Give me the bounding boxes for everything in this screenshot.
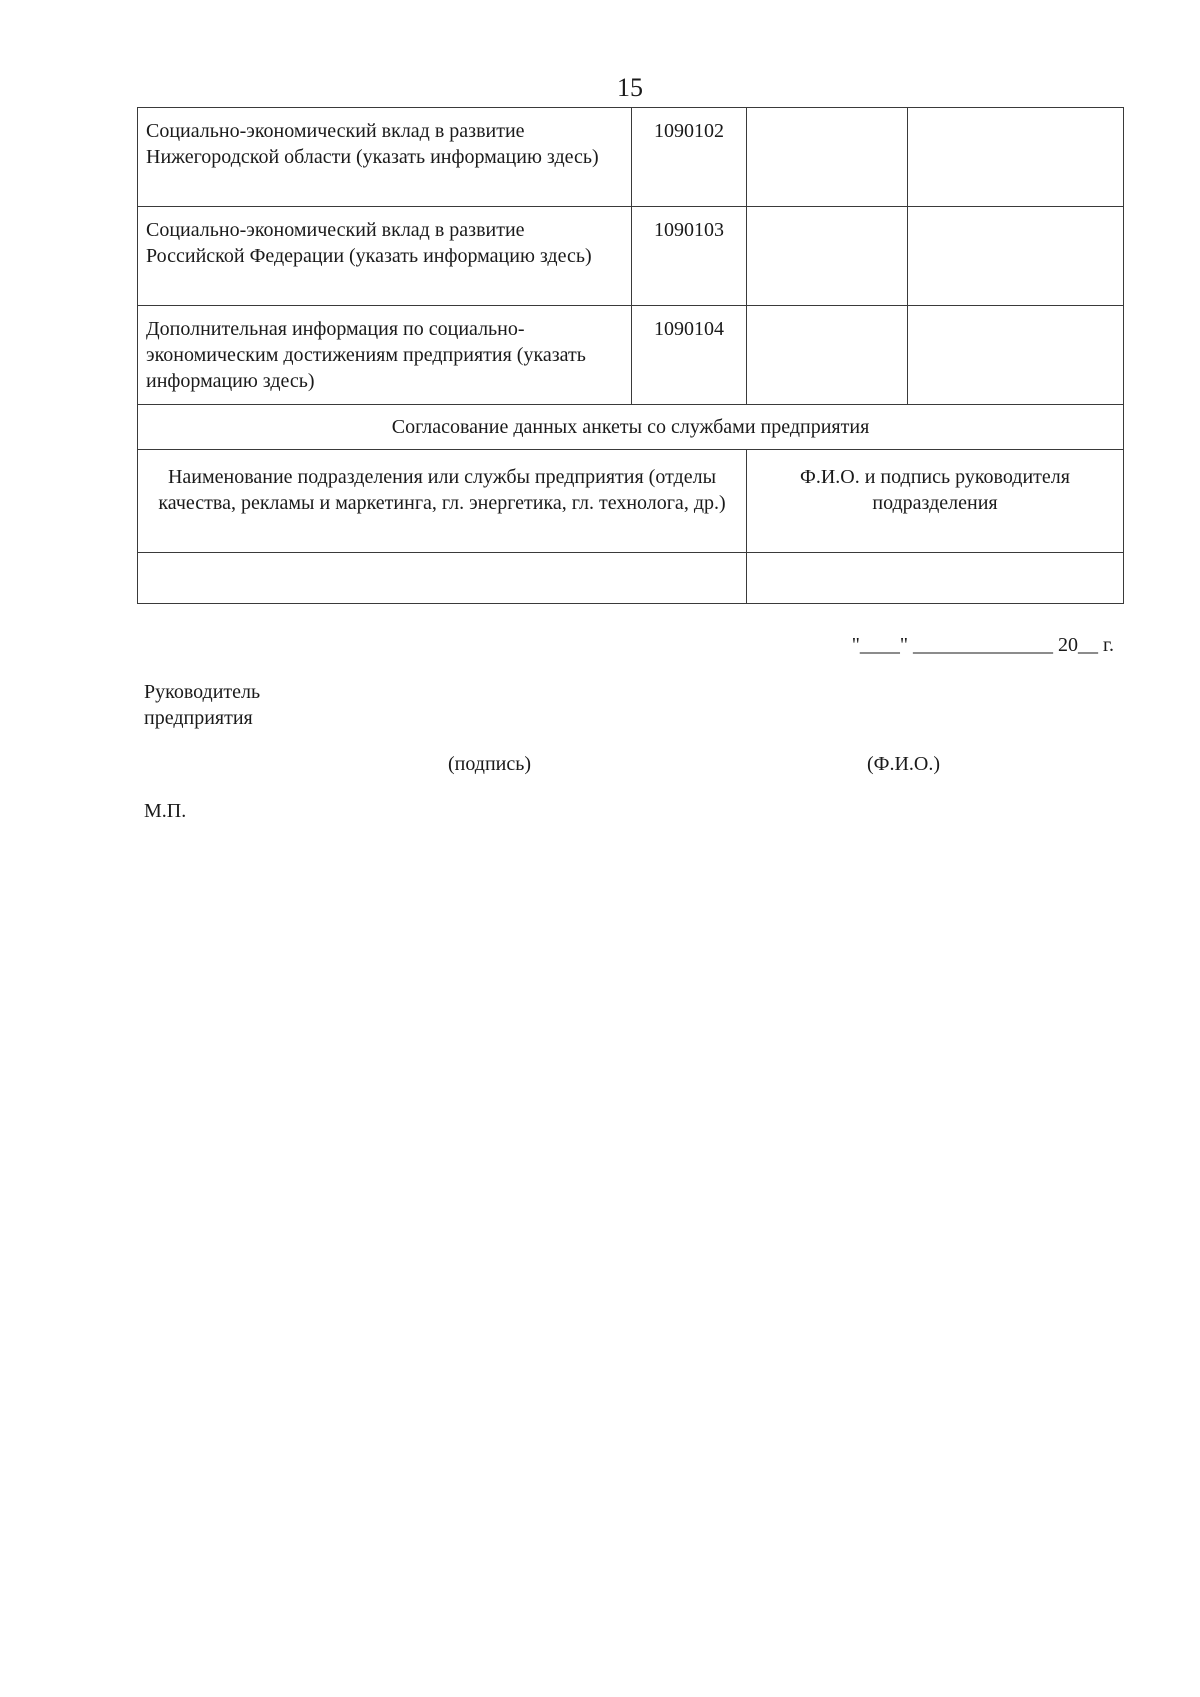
head-of-enterprise-label	[144, 679, 260, 731]
head-label-line2: предприятия	[144, 707, 253, 729]
stamp-label: М.П.	[144, 800, 187, 822]
approval-header-signature: Ф.И.О. и подпись руководителя подразделения	[747, 450, 1124, 553]
row-code: 1090102	[632, 108, 747, 207]
row-value-cell[interactable]	[908, 207, 1124, 306]
table-row	[138, 108, 1124, 207]
row-value-cell[interactable]	[908, 108, 1124, 207]
approval-signature-cell[interactable]	[747, 553, 1124, 604]
row-code: 1090104	[632, 306, 747, 405]
row-description: Социально-экономический вклад в развитие Нижегородской области (указать информацию здесь)	[138, 108, 632, 207]
row-value-cell[interactable]	[908, 306, 1124, 405]
fio-caption: (Ф.И.О.)	[867, 753, 941, 775]
approval-entry-row	[138, 553, 1124, 604]
page-number: 15	[617, 73, 643, 102]
approval-section-row	[138, 405, 1124, 450]
approval-header-department: Наименование подразделения или службы предприятия (отделы качества, рекламы и маркетинга, гл. энергетика, гл. технолога, др.)	[138, 450, 747, 553]
approval-section-title: Согласование данных анкеты со службами предприятия	[138, 405, 1124, 450]
table-row	[138, 207, 1124, 306]
enterprise-questionnaire-table	[137, 107, 1124, 604]
approval-header-row	[138, 450, 1124, 553]
row-description: Социально-экономический вклад в развитие Российской Федерации (указать информацию здесь)	[138, 207, 632, 306]
row-value-cell[interactable]	[747, 207, 908, 306]
row-description: Дополнительная информация по социально-экономическим достижениям предприятия (указать информацию здесь)	[138, 306, 632, 405]
row-code: 1090103	[632, 207, 747, 306]
table-row	[138, 306, 1124, 405]
approval-department-cell[interactable]	[138, 553, 747, 604]
row-value-cell[interactable]	[747, 306, 908, 405]
signature-caption: (подпись)	[448, 753, 532, 775]
date-line: "____" ______________ 20__ г.	[851, 634, 1114, 656]
head-label-line1: Руководитель	[144, 681, 261, 703]
row-value-cell[interactable]	[747, 108, 908, 207]
